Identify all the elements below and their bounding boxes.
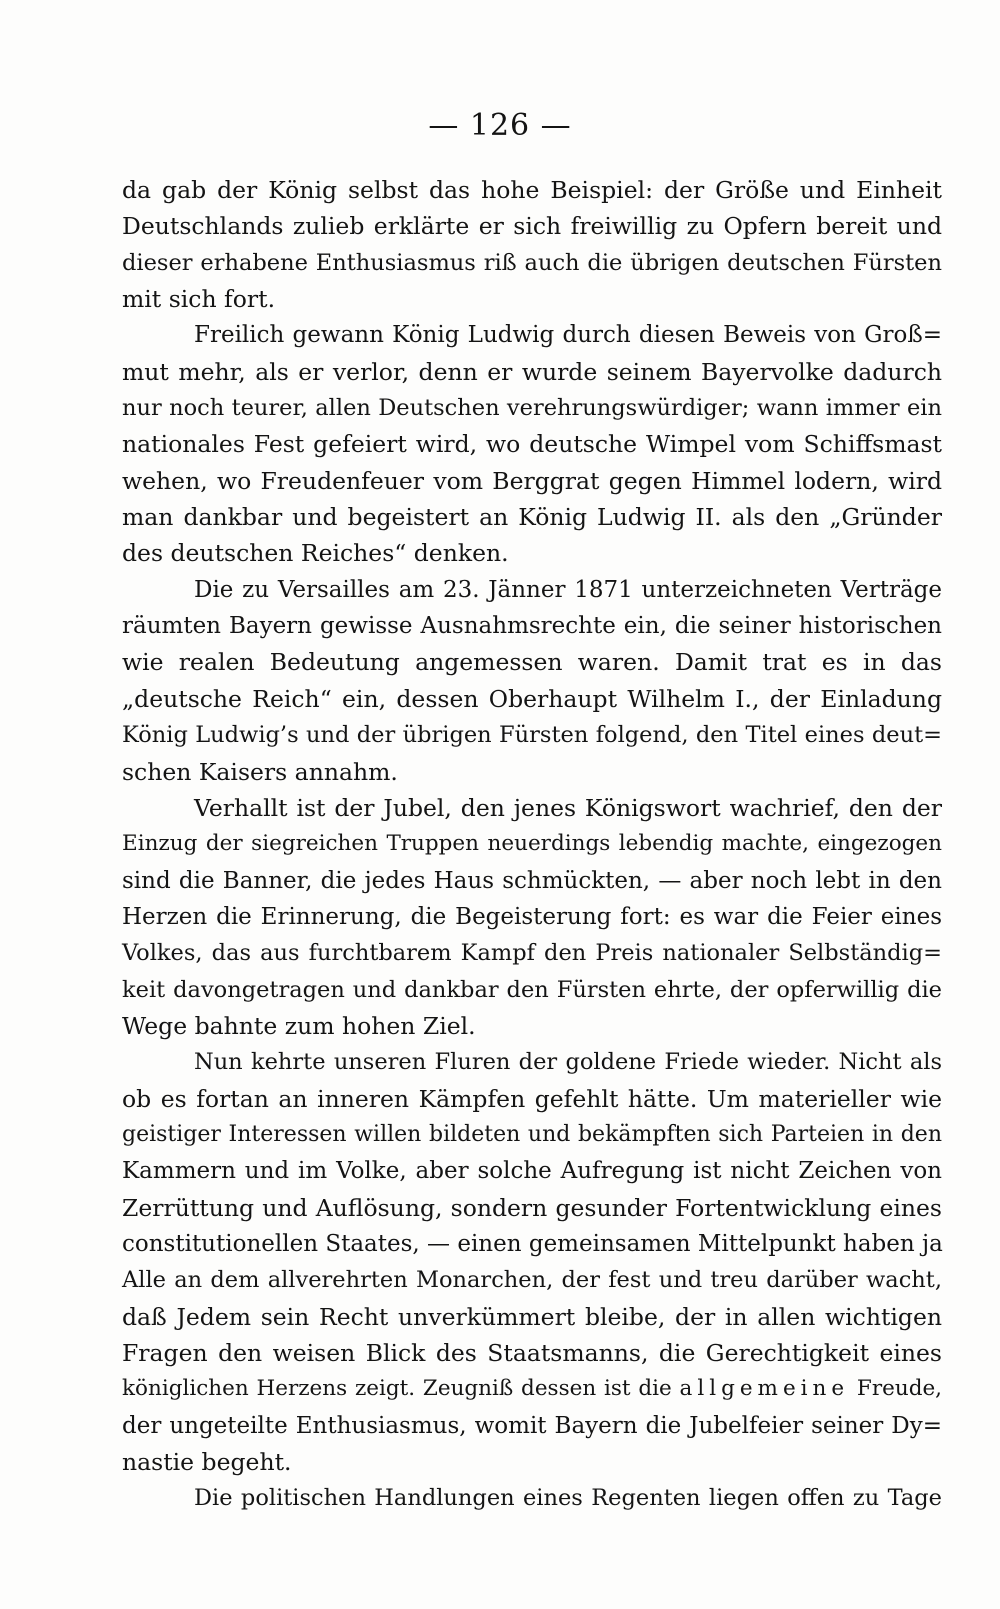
text-line: geistiger Interessen willen bildeten und bekämpften sich Parteien in den — [122, 1121, 942, 1147]
body-text — [122, 172, 942, 1517]
text-line: mit sich fort. — [122, 285, 276, 314]
text-line: Fragen den weisen Blick des Staatsmanns, die Gerechtigkeit eines — [122, 1339, 942, 1367]
text-line: königlichen Herzens zeigt. Zeugniß dessen ist die allgemeine Freude, — [122, 1376, 943, 1402]
text-line: des deutschen Reiches“ denken. — [122, 539, 509, 568]
text-line: nationales Fest gefeiert wird, wo deutsche Wimpel vom Schiffsmast — [122, 430, 942, 459]
text-line: nur noch teurer, allen Deutschen verehrungswürdiger; wann immer ein — [122, 395, 942, 422]
text-line: Volkes, das aus furchtbarem Kampf den Preis nationaler Selbständig= — [122, 940, 942, 967]
text-line: Die politischen Handlungen eines Regenten liegen offen zu Tage — [194, 1485, 942, 1512]
text-line: constitutionellen Staates, — einen gemeinsamen Mittelpunkt haben ja — [122, 1230, 943, 1257]
text-line: Einzug der siegreichen Truppen neuerdings lebendig machte, eingezogen — [122, 831, 942, 857]
text-line: daß Jedem sein Recht unverkümmert bleibe, der in allen wichtigen — [122, 1302, 942, 1331]
text-line: Verhallt ist der Jubel, den jenes Königswort wachrief, den der — [194, 793, 942, 822]
emphasized-word: allgemeine — [679, 1376, 850, 1402]
text-line: sind die Banner, die jedes Haus schmückten, — aber noch lebt in den — [122, 867, 942, 894]
text-line: wehen, wo Freudenfeuer vom Berggrat gegen Himmel lodern, wird — [122, 466, 942, 495]
text-line: „deutsche Reich“ ein, dessen Oberhaupt Wilhelm I., der Einladung — [122, 684, 942, 713]
text-line: Wege bahnte zum hohen Ziel. — [122, 1011, 476, 1040]
text-line: Zerrüttung und Auflösung, sondern gesunder Fortentwicklung eines — [122, 1193, 942, 1222]
text-line: schen Kaisers annahm. — [122, 757, 398, 786]
text-line: mut mehr, als er verlor, denn er wurde seinem Bayervolke dadurch — [122, 357, 942, 386]
text-line: ob es fortan an inneren Kämpfen gefehlt hätte. Um materieller wie — [122, 1084, 942, 1113]
text-line: König Ludwig’s und der übrigen Fürsten folgend, den Titel eines deut= — [122, 722, 942, 749]
text-line: dieser erhabene Enthusiasmus riß auch die übrigen deutschen Fürsten — [122, 249, 942, 276]
text-line: Deutschlands zulieb erklärte er sich freiwillig zu Opfern bereit und — [122, 212, 942, 241]
text-line: Herzen die Erinnerung, die Begeisterung fort: es war die Feier eines — [122, 903, 942, 930]
text-line: man dankbar und begeistert an König Ludwig II. als den „Gründer — [122, 503, 942, 532]
text-line: Kammern und im Volke, aber solche Aufregung ist nicht Zeichen von — [122, 1158, 942, 1185]
text-line: räumten Bayern gewisse Ausnahmsrechte ein, die seiner historischen — [122, 613, 942, 640]
text-line: da gab der König selbst das hohe Beispiel: der Größe und Einheit — [122, 176, 942, 204]
text-line: keit davongetragen und dankbar den Fürsten ehrte, der opferwillig die — [122, 976, 942, 1003]
text-line: Nun kehrte unseren Fluren der goldene Friede wieder. Nicht als — [194, 1049, 942, 1076]
text-line: nastie begeht. — [122, 1448, 292, 1477]
text-line: Alle an dem allverehrten Monarchen, der fest und treu darüber wacht, — [122, 1267, 942, 1294]
text-line: Die zu Versailles am 23. Jänner 1871 unterzeichneten Verträge — [194, 576, 942, 603]
text-line: wie realen Bedeutung angemessen waren. Damit trat es in das — [122, 648, 942, 677]
page-number: — 126 — — [428, 108, 572, 143]
text-line: Freilich gewann König Ludwig durch diesen Beweis von Groß= — [194, 322, 942, 349]
text-line: der ungeteilte Enthusiasmus, womit Bayern die Jubelfeier seiner Dy= — [122, 1412, 942, 1439]
